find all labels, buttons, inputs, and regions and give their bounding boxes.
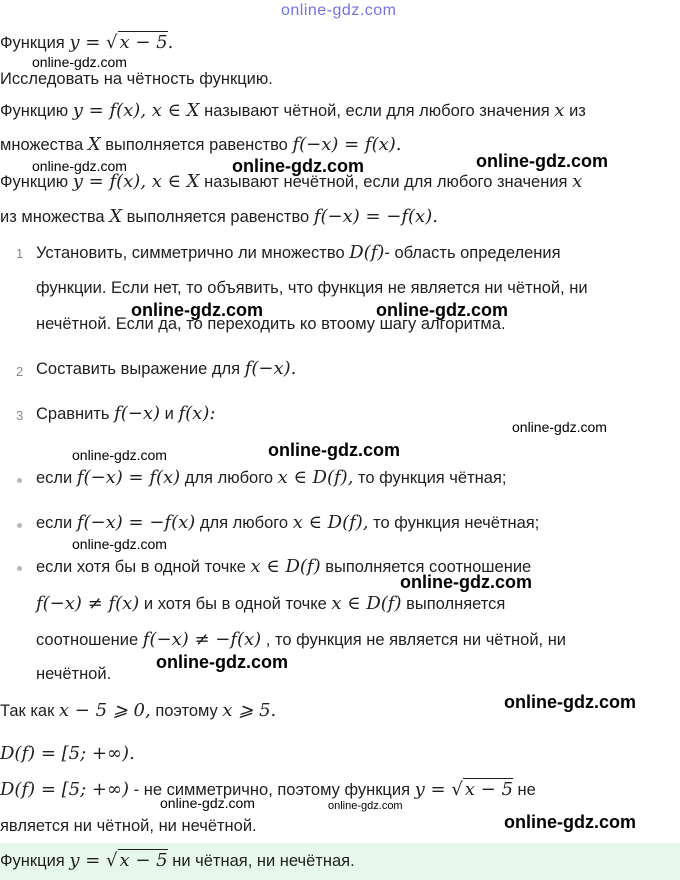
text: Так как [0,702,55,720]
solution-domain [0,743,135,764]
text: из [569,102,586,120]
text: не [517,781,536,799]
math: f(−x). [244,358,297,379]
math: y = √ [69,850,118,871]
text: поэтому [155,702,218,720]
math: . [167,32,174,53]
math: D(f) = [5; +∞). [0,743,135,764]
math: y = f(x), x ∈ X [72,100,200,121]
math: X [87,134,101,155]
watermark: online-gdz.com [268,440,400,460]
text: Составить выражение для [36,360,241,378]
text: множества [0,136,84,154]
math: y = √ [414,779,463,800]
step-number: 2 [16,364,24,379]
watermark: online-gdz.com [32,54,127,70]
text: Функция [0,34,65,52]
bullet-neither-line4: нечётной. [36,665,112,683]
text: - область определения [384,244,561,262]
math: f(−x) = f(x) [76,467,181,488]
definition-odd-line1 [0,171,582,192]
watermark: online-gdz.com [328,800,403,812]
text: и [164,405,174,423]
text: Сравнить [36,405,110,423]
math: x − 5 ⩾ 0, [58,700,151,721]
watermark: online-gdz.com [32,158,127,174]
text: называют нечётной, если для любого значения [204,173,568,191]
bullet-dot [17,566,22,571]
text: если хотя бы в одной точке [36,558,246,576]
step-number: 3 [16,408,24,423]
bullet-neither-line2 [36,593,505,614]
definition-even-line1 [0,100,586,121]
step1-line1 [36,242,561,263]
math: y = f(x), x ∈ X [72,171,200,192]
watermark: online-gdz.com [512,419,607,435]
math: f(−x) ≠ f(x) [36,593,140,614]
math: x ∈ D(f), [277,467,354,488]
watermark: online-gdz.com [131,300,263,320]
math: D(f) [349,242,385,263]
text: то функция нечётная; [373,514,540,532]
text: если [36,514,73,532]
math: D(f) = [5; +∞) [0,779,130,800]
watermark: online-gdz.com [72,447,167,463]
math-radicand: x − 5 [119,850,168,871]
watermark: online-gdz.com [232,156,364,176]
math: f(x): [178,403,216,424]
text: из множества [0,208,105,226]
math-radicand: x − 5 [464,779,513,800]
math: x ∈ D(f), [292,512,369,533]
bullet-neither-line3 [36,629,566,650]
text: Функцию [0,173,69,191]
step1-line2: функции. Если нет, то объявить, что функция не является ни чётной, ни [36,279,588,297]
text: для любого [184,469,274,487]
text: Функцию [0,102,69,120]
math: x ∈ D(f) [331,593,402,614]
solution-line4: является ни чётной, ни нечётной. [0,817,257,835]
math: x [572,171,583,192]
math: x ∈ D(f) [250,556,321,577]
text: соотношение [36,631,139,649]
text: выполняется равенство [105,136,288,154]
math: y = √ [69,32,118,53]
watermark: online-gdz.com [376,300,508,320]
math: f(−x) [114,403,161,424]
math: x ⩾ 5. [222,700,277,721]
math: x [554,100,565,121]
math: f(−x) = −f(x) [76,512,196,533]
watermark: online-gdz.com [160,795,255,811]
definition-even-line2 [0,134,402,155]
bullet-odd [36,512,539,533]
text: выполняется равенство [126,208,310,226]
bullet-dot [17,478,22,483]
text: выполняется соотношение [325,558,532,576]
step-number: 1 [16,246,24,261]
step1-line3: нечётной. Если да, то переходить ко втоому шагу алгоритма. [36,315,506,333]
watermark: online-gdz.com [504,812,636,832]
text: Функция [0,852,65,870]
watermark: online-gdz.com [400,572,532,592]
text: для любого [199,514,289,532]
text: и хотя бы в одной точке [143,595,327,613]
text: если [36,469,73,487]
watermark: online-gdz.com [504,692,636,712]
solution-line3 [0,779,536,800]
watermark: online-gdz.com [156,652,288,672]
answer-line [0,850,355,871]
watermark: online-gdz.com [72,536,167,552]
text: то функция чётная; [358,469,507,487]
task-instruction: Исследовать на чётность функцию. [0,70,273,88]
text: ни чётная, ни нечётная. [172,852,355,870]
watermark-top: online-gdz.com [281,2,397,19]
math: f(−x) = −f(x). [313,206,438,227]
text: Установить, симметрично ли множество [36,244,345,262]
watermark: online-gdz.com [476,151,608,171]
solution-line1 [0,700,276,721]
step2-line [36,358,296,379]
definition-odd-line2 [0,206,438,227]
text: , то функция не является ни чётной, ни [265,631,567,649]
bullet-dot [17,523,22,528]
math: f(−x) = f(x). [292,134,402,155]
math-radicand: x − 5 [119,32,168,53]
text: - не симметрично, поэтому функция [133,781,411,799]
task-function-line [0,32,173,53]
text: называют чётной, если для любого значения [204,102,550,120]
math: f(−x) ≠ −f(x) [142,629,262,650]
step3-line [36,403,215,424]
text: выполняется [406,595,506,613]
bullet-even [36,467,506,488]
math: X [109,206,123,227]
